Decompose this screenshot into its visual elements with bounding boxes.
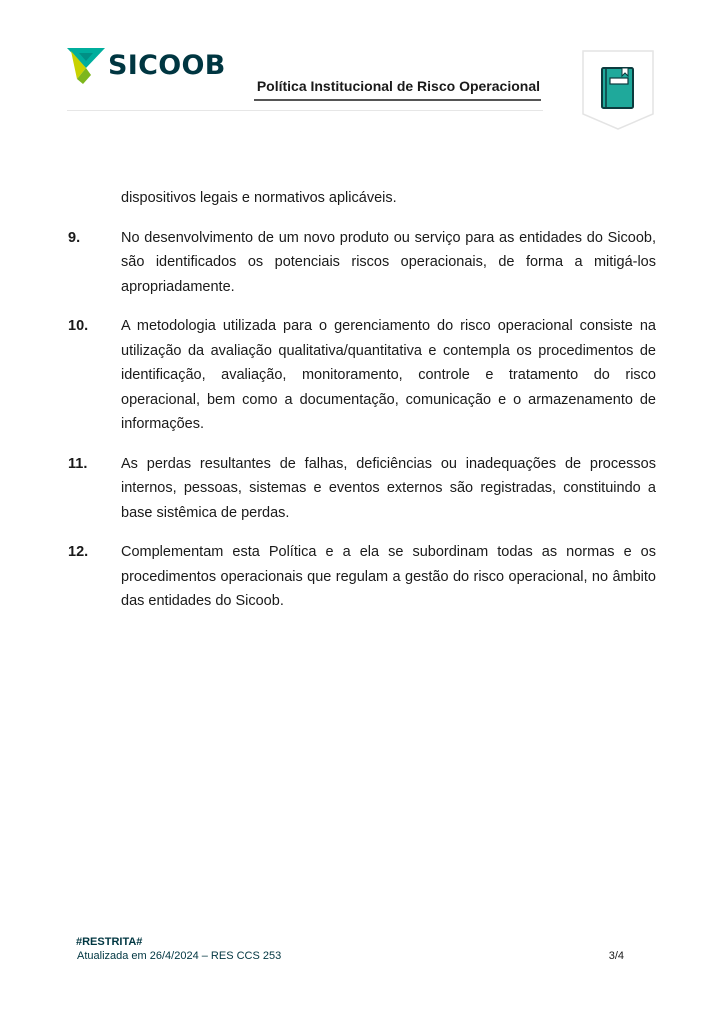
document-title-underline <box>254 99 541 101</box>
brand-name: SICOOB <box>108 50 226 81</box>
classification-label: #RESTRITA# <box>76 936 143 948</box>
list-item <box>68 452 656 526</box>
list-item <box>68 540 656 614</box>
header-divider <box>67 110 543 111</box>
book-icon <box>582 50 654 130</box>
update-info: Atualizada em 26/4/2024 – RES CCS 253 <box>77 950 282 962</box>
item-number: 10. <box>68 318 89 334</box>
document-title: Política Institucional de Risco Operacional <box>256 78 540 94</box>
document-body <box>68 186 656 629</box>
list-item <box>68 314 656 437</box>
item-number: 12. <box>68 544 89 560</box>
sicoob-logo-mark-icon <box>67 48 105 84</box>
item-text: Complementam esta Política e a ela se subordinam todas as normas e os procedimentos operacionais que regulam a gestão do risco operacional, no âmbito das entidades do Sicoob. <box>121 544 656 609</box>
item-text: As perdas resultantes de falhas, deficiências ou inadequações de processos internos, pessoas, sistemas e eventos externos são registradas, constituindo a base sistêmica de perdas. <box>121 455 656 521</box>
item-number: 11. <box>68 455 88 472</box>
page-number: 3/4 <box>608 950 624 962</box>
list-item <box>68 226 656 300</box>
sicoob-logo <box>67 48 226 84</box>
item-text: No desenvolvimento de um novo produto ou serviço para as entidades do Sicoob, são identificados os potenciais riscos operacionais, de forma a mitigá-los apropriadamente. <box>121 229 656 295</box>
item-text: A metodologia utilizada para o gerenciamento do risco operacional consiste na utilização da avaliação qualitativa/quantitativa e contempla os procedimentos de identificação, avaliação, monitoramento, controle e tratamento do risco operacional, bem como a documentação, comunicação e o armazenamento de informações. <box>121 318 656 432</box>
item-number: 9. <box>68 229 81 246</box>
continuation-paragraph: dispositivos legais e normativos aplicáveis. <box>121 190 397 206</box>
